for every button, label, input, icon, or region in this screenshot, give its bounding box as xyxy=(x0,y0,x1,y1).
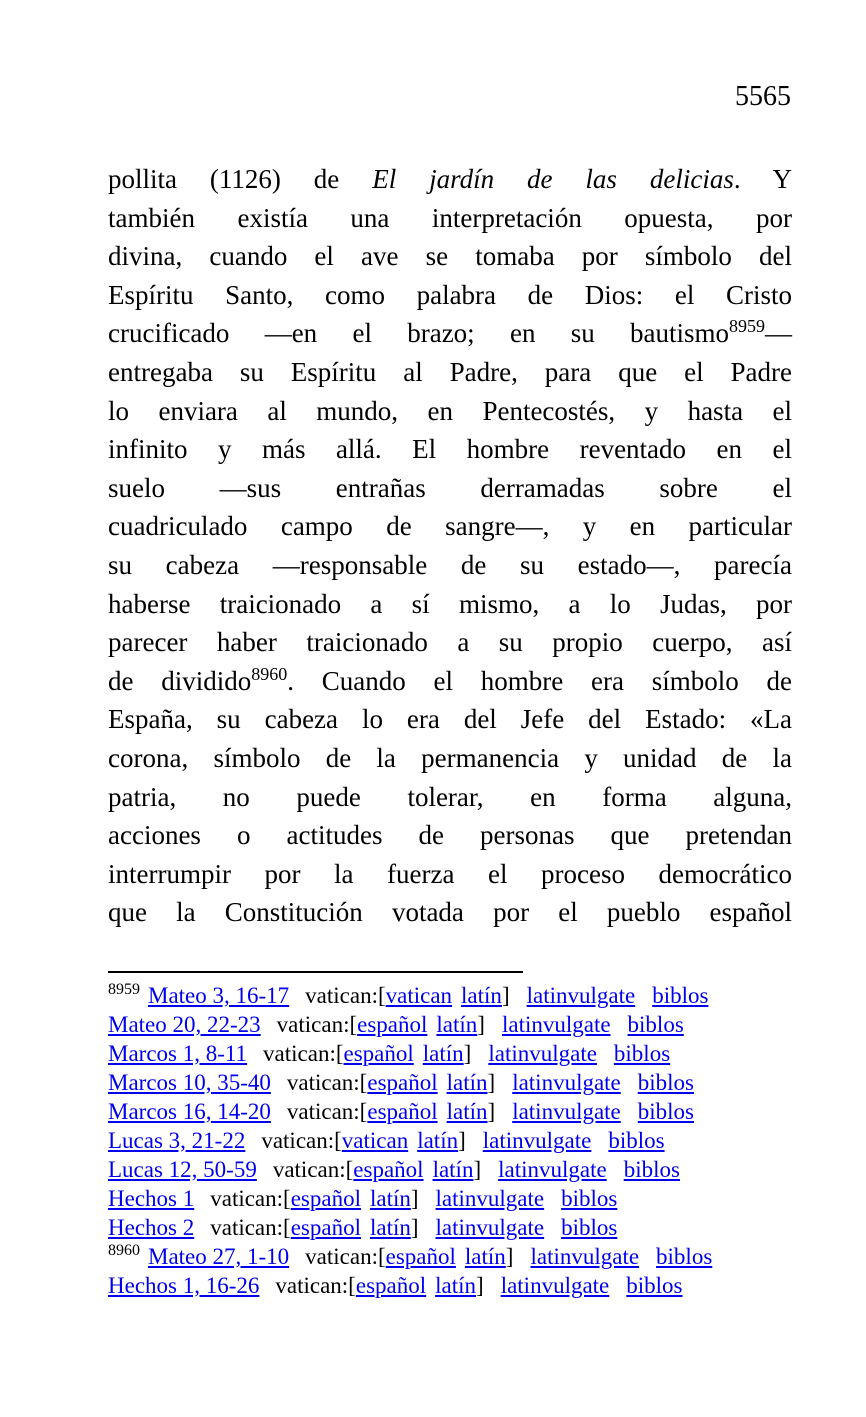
body-text-segment: crucificado —en el brazo; en su bautismo xyxy=(108,318,729,349)
biblos-link[interactable]: biblos xyxy=(626,1273,683,1298)
vatican-language2-link[interactable]: latín xyxy=(461,983,502,1008)
vatican-language1-link[interactable]: español xyxy=(385,1244,456,1269)
vatican-language2-link[interactable]: latín xyxy=(446,1099,488,1124)
footnote-ref-superscript: 8959 xyxy=(729,316,765,337)
body-line xyxy=(108,855,792,894)
latinvulgate-link[interactable]: latinvulgate xyxy=(498,1157,607,1182)
body-line xyxy=(108,199,792,238)
vatican-prefix-text: vatican:[ xyxy=(210,1215,291,1240)
vatican-language1-link[interactable]: vatican xyxy=(341,1128,409,1153)
footnote-line xyxy=(108,981,808,1010)
vatican-prefix-text: vatican:[ xyxy=(286,1099,368,1124)
body-line xyxy=(108,469,792,508)
body-text-segment: acciones o actitudes de personas que pretendan xyxy=(108,820,792,851)
bracket-close-text: ] xyxy=(501,983,510,1008)
vatican-language2-link[interactable]: latín xyxy=(422,1041,464,1066)
footnote-line xyxy=(108,1126,808,1155)
scripture-reference-link[interactable]: Mateo 20, 22-23 xyxy=(108,1012,261,1037)
body-text-segment: que la Constitución votada por el pueblo español xyxy=(108,897,792,928)
bracket-close-text: ] xyxy=(505,1244,514,1269)
scripture-reference-link[interactable]: Hechos 1 xyxy=(108,1186,195,1211)
vatican-language2-link[interactable]: latín xyxy=(417,1128,459,1153)
vatican-prefix-text: vatican:[ xyxy=(305,983,386,1008)
body-text-segment: España, su cabeza lo era del Jefe del Estado: «La xyxy=(108,704,792,735)
footnote-number: 8960 xyxy=(108,1242,140,1260)
bracket-close-text: ] xyxy=(410,1186,419,1211)
bracket-close-text: ] xyxy=(458,1128,466,1153)
scripture-reference-link[interactable]: Marcos 16, 14-20 xyxy=(108,1099,271,1124)
bracket-close-text: ] xyxy=(476,1273,484,1298)
body-text-segment: suelo —sus entrañas derramadas sobre el xyxy=(108,472,792,503)
latinvulgate-link[interactable]: latinvulgate xyxy=(501,1012,611,1037)
body-text-segment: patria, no puede tolerar, en forma alguna, xyxy=(108,781,792,812)
latinvulgate-link[interactable]: latinvulgate xyxy=(526,983,636,1008)
body-text-segment: Espíritu Santo, como palabra de Dios: el Cristo xyxy=(108,279,792,310)
footnote-line xyxy=(108,1097,808,1126)
body-line xyxy=(108,314,792,353)
body-text-segment: lo enviara al mundo, en Pentecostés, y hasta el xyxy=(108,395,792,426)
body-text-segment: haberse traicionado a sí mismo, a lo Judas, por xyxy=(108,588,792,619)
footnote-line xyxy=(108,1184,808,1213)
vatican-prefix-text: vatican:[ xyxy=(275,1273,356,1298)
latinvulgate-link[interactable]: latinvulgate xyxy=(530,1244,640,1269)
vatican-language1-link[interactable]: español xyxy=(355,1273,427,1298)
body-text-segment: — xyxy=(765,318,792,349)
vatican-language1-link[interactable]: español xyxy=(343,1041,414,1066)
footnote-line xyxy=(108,1155,808,1184)
body-line xyxy=(108,160,792,199)
biblos-link[interactable]: biblos xyxy=(613,1041,671,1066)
biblos-link[interactable]: biblos xyxy=(561,1186,618,1211)
biblos-link[interactable]: biblos xyxy=(637,1070,694,1095)
body-line xyxy=(108,546,792,585)
footnote-number: 8959 xyxy=(108,981,140,999)
vatican-prefix-text: vatican:[ xyxy=(210,1186,291,1211)
vatican-language1-link[interactable]: español xyxy=(290,1215,361,1240)
body-text-segment: . Cuando el hombre era símbolo de xyxy=(287,665,792,696)
body-text-segment: divina, cuando el ave se tomaba por símbolo del xyxy=(108,241,792,272)
vatican-prefix-text: vatican:[ xyxy=(276,1012,358,1037)
footnote-line xyxy=(108,1039,808,1068)
vatican-language1-link[interactable]: vatican xyxy=(385,983,453,1008)
page-number: 5565 xyxy=(735,81,791,112)
body-line xyxy=(108,585,792,624)
body-text-segment: interrumpir por la fuerza el proceso democrático xyxy=(108,858,792,889)
latinvulgate-link[interactable]: latinvulgate xyxy=(482,1128,592,1153)
scripture-reference-link[interactable]: Marcos 1, 8-11 xyxy=(108,1041,248,1066)
biblos-link[interactable]: biblos xyxy=(627,1012,684,1037)
footnote-line xyxy=(108,1271,808,1300)
latinvulgate-link[interactable]: latinvulgate xyxy=(500,1273,610,1298)
body-text-segment: infinito y más allá. El hombre reventado en el xyxy=(108,434,792,465)
body-text-segment: pollita (1126) de xyxy=(108,164,373,194)
bracket-close-text: ] xyxy=(410,1215,419,1240)
footnote-line xyxy=(108,1010,808,1039)
bracket-close-text: ] xyxy=(473,1157,482,1182)
body-line xyxy=(108,778,792,817)
vatican-language1-link[interactable]: español xyxy=(290,1186,361,1211)
latinvulgate-link[interactable]: latinvulgate xyxy=(435,1215,545,1240)
vatican-language2-link[interactable]: latín xyxy=(369,1215,411,1240)
vatican-prefix-text: vatican:[ xyxy=(286,1070,368,1095)
footnote-line xyxy=(108,1213,808,1242)
vatican-language2-link[interactable]: latín xyxy=(446,1070,488,1095)
body-text-segment: corona, símbolo de la permanencia y unidad de la xyxy=(108,742,792,773)
body-line xyxy=(108,353,792,392)
latinvulgate-link[interactable]: latinvulgate xyxy=(435,1186,545,1211)
body-line xyxy=(108,893,792,932)
vatican-prefix-text: vatican:[ xyxy=(272,1157,354,1182)
body-line xyxy=(108,623,792,662)
biblos-link[interactable]: biblos xyxy=(637,1099,694,1124)
vatican-language2-link[interactable]: latín xyxy=(436,1012,478,1037)
body-text-segment: entregaba su Espíritu al Padre, para que el Padre xyxy=(108,356,792,387)
body-line xyxy=(108,276,792,315)
body-text-segment: . Y xyxy=(733,164,792,194)
bracket-close-text: ] xyxy=(463,1041,472,1066)
scripture-reference-link[interactable]: Lucas 3, 21-22 xyxy=(108,1128,246,1153)
body-text-segment: su cabeza —responsable de su estado—, parecía xyxy=(108,549,792,580)
biblos-link[interactable]: biblos xyxy=(561,1215,618,1240)
body-text xyxy=(108,160,792,932)
vatican-language1-link[interactable]: español xyxy=(357,1012,428,1037)
body-text-segment: parecer haber traicionado a su propio cuerpo, así xyxy=(108,627,792,658)
footnote-line xyxy=(108,1242,808,1271)
body-line xyxy=(108,662,792,701)
footnote-ref-superscript: 8960 xyxy=(251,663,288,684)
body-line xyxy=(108,739,792,778)
scripture-reference-link[interactable]: Lucas 12, 50-59 xyxy=(108,1157,257,1182)
latinvulgate-link[interactable]: latinvulgate xyxy=(488,1041,597,1066)
biblos-link[interactable]: biblos xyxy=(608,1128,665,1153)
body-line xyxy=(108,237,792,276)
biblos-link[interactable]: biblos xyxy=(652,983,709,1008)
scripture-reference-link[interactable]: Marcos 10, 35-40 xyxy=(108,1070,271,1095)
body-line xyxy=(108,430,792,469)
scripture-reference-link[interactable]: Mateo 27, 1-10 xyxy=(148,1244,290,1269)
latinvulgate-link[interactable]: latinvulgate xyxy=(512,1070,621,1095)
footnote-separator-rule xyxy=(108,971,523,973)
bracket-close-text: ] xyxy=(487,1099,496,1124)
bracket-close-text: ] xyxy=(487,1070,496,1095)
vatican-prefix-text: vatican:[ xyxy=(305,1244,386,1269)
footnote-line xyxy=(108,1068,808,1097)
vatican-language2-link[interactable]: latín xyxy=(432,1157,474,1182)
body-text-segment: de dividido xyxy=(108,665,252,696)
vatican-language1-link[interactable]: español xyxy=(367,1070,438,1095)
vatican-language2-link[interactable]: latín xyxy=(435,1273,477,1298)
vatican-prefix-text: vatican:[ xyxy=(263,1041,344,1066)
body-line xyxy=(108,507,792,546)
bracket-close-text: ] xyxy=(477,1012,485,1037)
biblos-link[interactable]: biblos xyxy=(656,1244,713,1269)
body-line xyxy=(108,816,792,855)
body-italic-segment: El jardín de las delicias xyxy=(372,164,734,194)
vatican-language2-link[interactable]: latín xyxy=(464,1244,506,1269)
scripture-reference-link[interactable]: Hechos 1, 16-26 xyxy=(108,1273,260,1298)
latinvulgate-link[interactable]: latinvulgate xyxy=(512,1099,621,1124)
vatican-prefix-text: vatican:[ xyxy=(261,1128,342,1153)
vatican-language2-link[interactable]: latín xyxy=(369,1186,411,1211)
body-line xyxy=(108,392,792,431)
biblos-link[interactable]: biblos xyxy=(623,1157,680,1182)
scripture-reference-link[interactable]: Hechos 2 xyxy=(108,1215,195,1240)
body-text-segment: también existía una interpretación opuesta, por xyxy=(108,202,792,233)
footnotes-section xyxy=(108,981,808,1300)
vatican-language1-link[interactable]: español xyxy=(367,1099,438,1124)
vatican-language1-link[interactable]: español xyxy=(353,1157,424,1182)
body-text-segment: cuadriculado campo de sangre—, y en particular xyxy=(108,511,792,542)
body-line xyxy=(108,700,792,739)
scripture-reference-link[interactable]: Mateo 3, 16-17 xyxy=(148,983,290,1008)
